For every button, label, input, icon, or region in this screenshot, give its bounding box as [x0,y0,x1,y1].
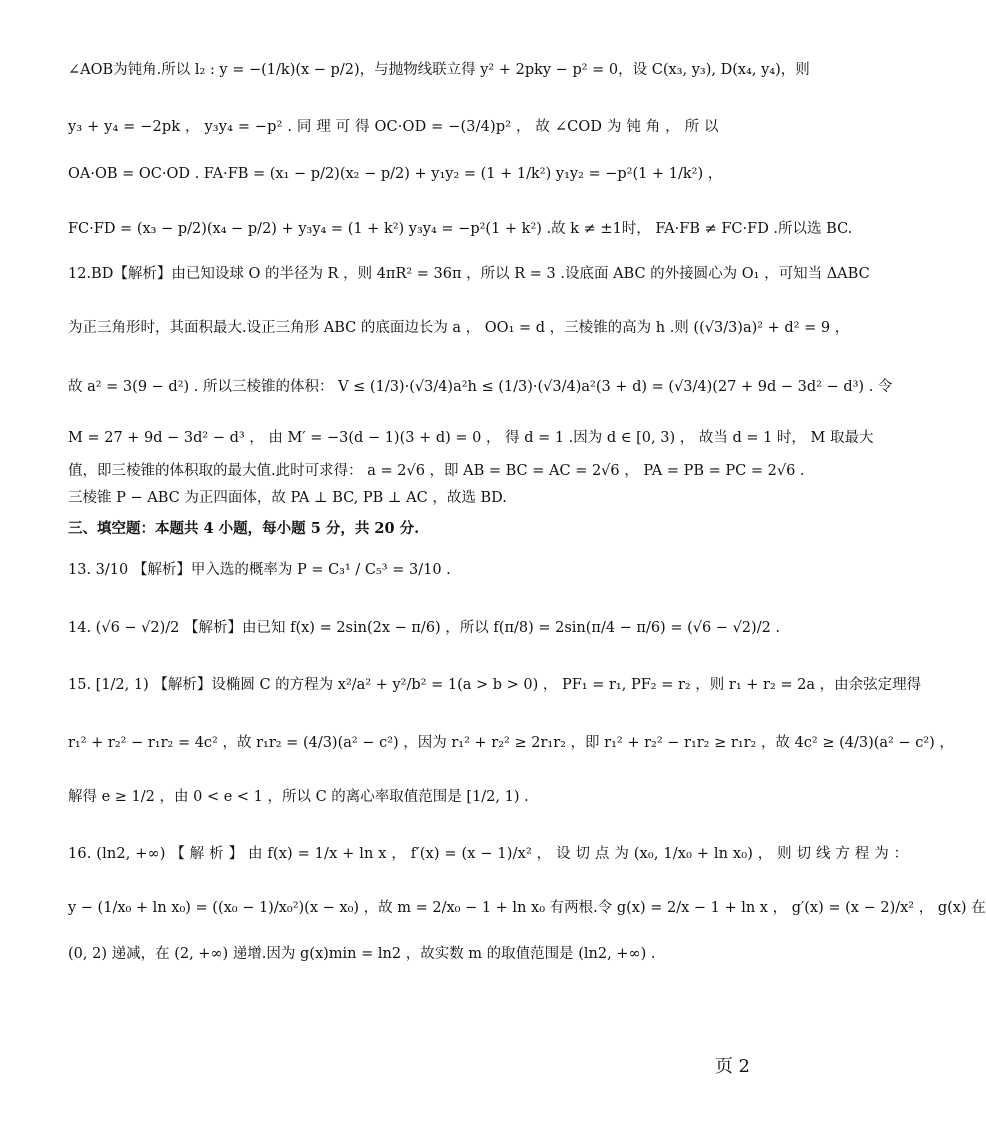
solution-12-line-4: M = 27 + 9d − 3d² − d³ ， 由 M′ = −3(d − 1)(3 + d) = 0 ， 得 d = 1 .因为 d ∈ [0, 3) ， 故当 d = 1 时， M 取最大 [68,430,874,446]
page-number: 页 2 [714,1056,750,1077]
solution-12-line-2: 为正三角形时，其面积最大.设正三角形 ABC 的底面边长为 a ， OO₁ = d ，三棱锥的高为 h .则 ((√3/3)a)² + d² = 9 ， [68,320,850,336]
solution-12-line-1: 12.BD【解析】由已知设球 O 的半径为 R ，则 4πR² = 36π ，所以 R = 3 .设底面 ABC 的外接圆心为 O₁ ，可知当 ΔABC [68,266,870,282]
text-line-3: OA·OB = OC·OD . FA·FB = (x₁ − p/2)(x₂ − p/2) + y₁y₂ = (1 + 1/k²) y₁y₂ = −p²(1 + 1/k²) ， [68,166,723,182]
solution-15-line-2: r₁² + r₂² − r₁r₂ = 4c² ，故 r₁r₂ = (4/3)(a² − c²) ，因为 r₁² + r₂² ≥ 2r₁r₂ ，即 r₁² + r₂² − r₁r₂ ≥ r₁r₂ ，故 4c² ≥ (4/3)(a² − c²) ， [68,735,954,751]
solution-16-line-2: y − (1/x₀ + ln x₀) = ((x₀ − 1)/x₀²)(x − x₀) ，故 m = 2/x₀ − 1 + ln x₀ 有两根.令 g(x) = 2/x − 1 + ln x ， g′(x) = (x − 2)/x² ， g(x) 在 [68,900,986,916]
solution-13: 13. 3/10 【解析】甲入选的概率为 P = C₃¹ / C₅³ = 3/10 . [68,562,451,578]
solution-12-line-5: 值，即三棱锥的体积取的最大值.此时可求得： a = 2√6 ，即 AB = BC = AC = 2√6 ， PA = PB = PC = 2√6 . [68,463,805,479]
solution-15-line-1: 15. [1/2, 1) 【解析】设椭圆 C 的方程为 x²/a² + y²/b² = 1(a > b > 0) ， PF₁ = r₁, PF₂ = r₂ ，则 r₁ + r₂ = 2a ，由余弦定理得 [68,677,922,693]
text-line-4: FC·FD = (x₃ − p/2)(x₄ − p/2) + y₃y₄ = (1 + k²) y₃y₄ = −p²(1 + k²) .故 k ≠ ±1时， FA·FB ≠ FC·FD .所以选 BC. [68,221,853,237]
solution-14: 14. (√6 − √2)/2 【解析】由已知 f(x) = 2sin(2x − π/6) ，所以 f(π/8) = 2sin(π/4 − π/6) = (√6 − √2)/2 . [68,620,781,636]
solution-15-line-3: 解得 e ≥ 1/2 ，由 0 < e < 1 ，所以 C 的离心率取值范围是 [1/2, 1) . [68,789,529,805]
section-heading-fill-in: 三、填空题：本题共 4 小题，每小题 5 分，共 20 分. [68,520,420,537]
text-line-1: ∠AOB为钝角.所以 l₂ : y = −(1/k)(x − p/2)，与抛物线联立得 y² + 2pky − p² = 0，设 C(x₃, y₃), D(x₄, y₄)，则 [68,62,810,78]
solution-16-line-3: (0, 2) 递减，在 (2, +∞) 递增.因为 g(x)min = ln2 ，故实数 m 的取值范围是 (ln2, +∞) . [68,946,656,962]
solution-12-line-6: 三棱锥 P − ABC 为正四面体，故 PA ⊥ BC, PB ⊥ AC ，故选 BD. [68,490,507,506]
solution-12-line-3: 故 a² = 3(9 − d²) . 所以三棱锥的体积： V ≤ (1/3)·(√3/4)a²h ≤ (1/3)·(√3/4)a²(3 + d) = (√3/4)(27 + 9d − 3d² − d³) . 令 [68,379,893,395]
text-line-2: y₃ + y₄ = −2pk ， y₃y₄ = −p² . 同 理 可 得 OC·OD = −(3/4)p² ， 故 ∠COD 为 钝 角 ， 所 以 [68,119,719,135]
solution-16-line-1: 16. (ln2, +∞) 【 解 析 】 由 f(x) = 1/x + ln x ， f′(x) = (x − 1)/x² ， 设 切 点 为 (x₀, 1/x₀ + ln x₀) ， 则 切 线 方 程 为 ： [68,846,909,862]
